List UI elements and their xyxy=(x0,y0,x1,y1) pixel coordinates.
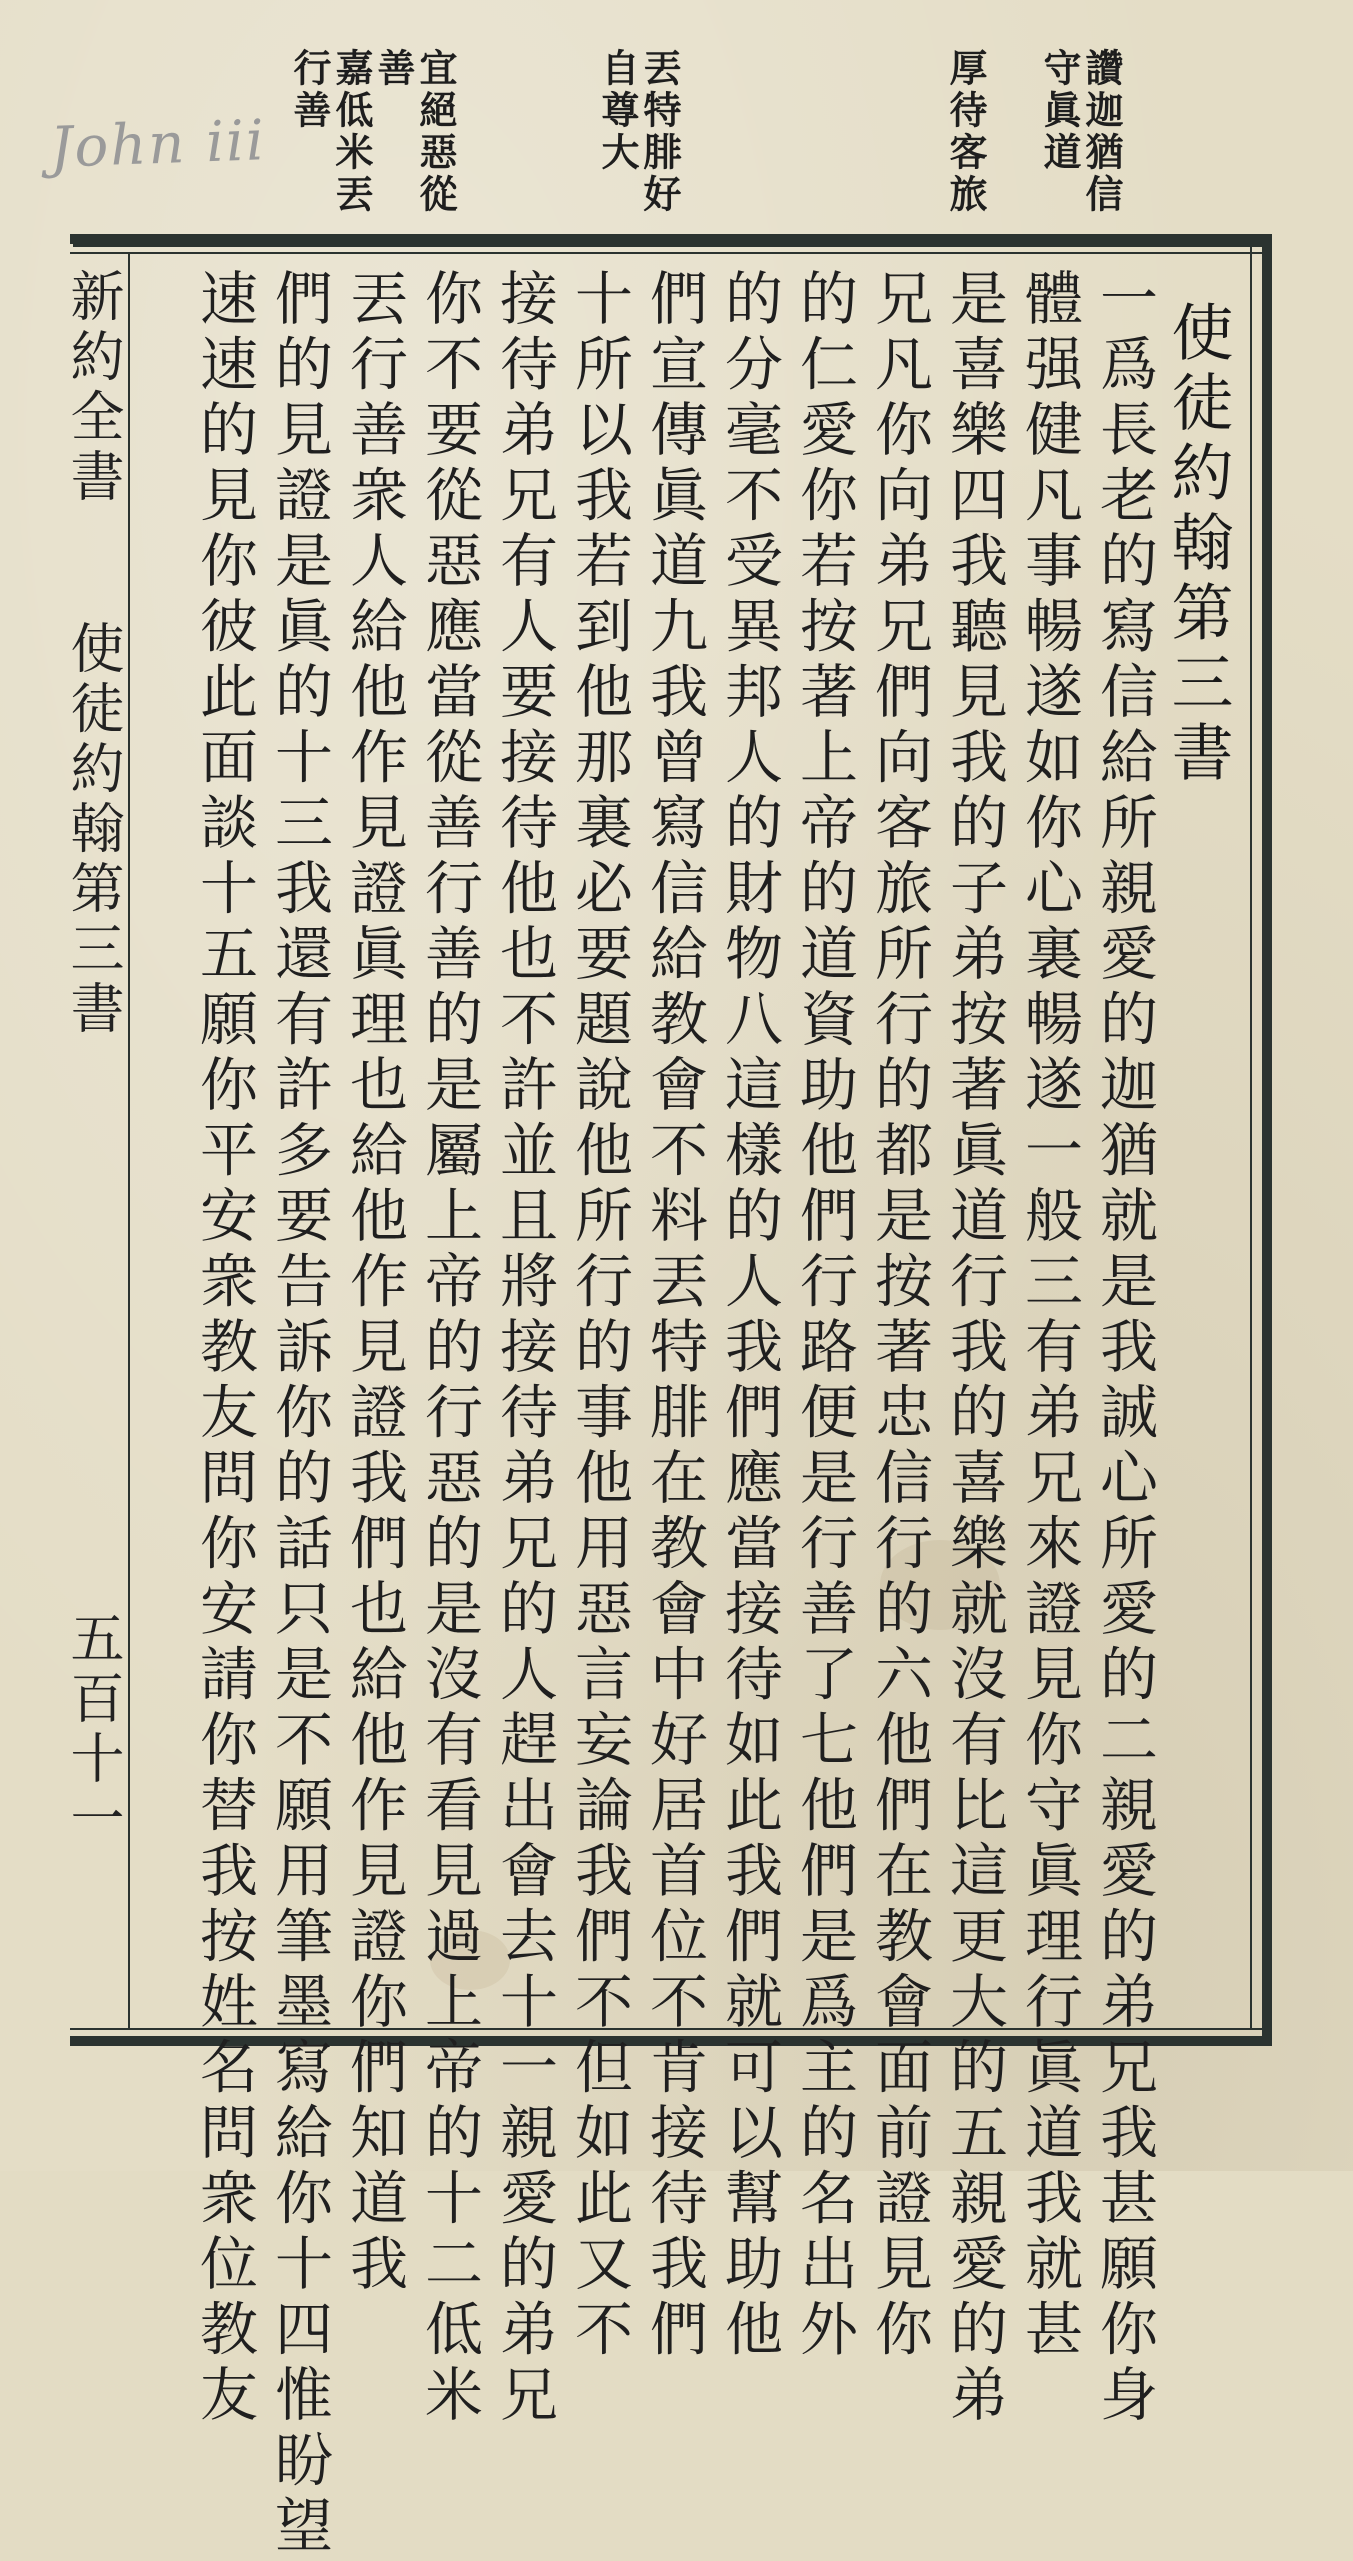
text-column: 接待弟兄有人要接待他也不許並且將接待弟兄的人趕出會去十一親愛的弟兄 xyxy=(490,268,558,2430)
header-note: 厚待客旅 xyxy=(943,48,988,216)
text-column: 你不要從惡應當從善行善的是屬上帝的行惡的是沒有看見過上帝的十二低米 xyxy=(415,268,483,2430)
header-note: 宜絕惡從 xyxy=(413,48,458,216)
text-column: 十所以我若到他那裏必要題說他所行的事他用惡言妄論我們不但如此又不 xyxy=(565,268,633,2364)
text-column: 體强健凡事暢遂如你心裏暢遂一般三有弟兄來證見你守眞理行眞道我就甚 xyxy=(1015,268,1083,2364)
frame-right-rule xyxy=(1262,234,1272,2046)
text-column: 們的見證是眞的十三我還有許多要告訴你的話只是不願用筆墨寫給你十四惟盼望 xyxy=(265,268,333,2561)
frame-right-thin-rule xyxy=(1250,244,1252,2028)
page-title: 使徒約翰第三書 xyxy=(1161,300,1234,790)
text-column: 兄凡你向弟兄們向客旅所行的都是按著忠信行的六他們在教會面前證見你 xyxy=(865,268,933,2364)
header-note: 守眞道 xyxy=(1037,48,1082,174)
header-note: 自尊大 xyxy=(595,48,640,174)
page-number: 五百十一 xyxy=(62,1610,125,1850)
text-column: 的分毫不受異邦人的財物八這樣的人我們應當接待如此我們就可以幫助他 xyxy=(715,268,783,2364)
text-column: 是喜樂四我聽見我的子弟按著眞道行我的喜樂就沒有比這更大的五親愛的弟 xyxy=(940,268,1008,2430)
section-title: 使徒約翰第三書 xyxy=(62,620,125,1040)
header-note: 行善 xyxy=(287,48,332,132)
frame-top-thin-rule xyxy=(70,252,1270,254)
header-note: 善 xyxy=(371,48,416,90)
book-title: 新約全書 xyxy=(62,268,125,508)
text-column: 一爲長老的寫信給所親愛的迦猶就是我誠心所愛的二親愛的弟兄我甚願你身 xyxy=(1090,268,1158,2430)
text-column: 速速的見你彼此面談十五願你平安衆教友問你安請你替我按姓名問衆位教友 xyxy=(190,268,258,2430)
frame-top-rule xyxy=(70,234,1270,244)
text-column: 的仁愛你若按著上帝的道資助他們行路便是行善了七他們是爲主的名出外 xyxy=(790,268,858,2364)
pencil-annotation: John iii xyxy=(48,108,267,181)
header-note: 讚迦猶信 xyxy=(1079,48,1124,216)
header-note: 嘉低米丟 xyxy=(329,48,374,216)
text-column: 們宣傳眞道九我曾寫信給教會不料丟特腓在教會中好居首位不肯接待我們 xyxy=(640,268,708,2364)
header-note: 丟特腓好 xyxy=(637,48,682,216)
margin-divider-rule xyxy=(128,252,130,2028)
text-column: 丟行善衆人給他作見證眞理也給他作見證我們也給他作見證你們知道我 xyxy=(340,268,408,2299)
